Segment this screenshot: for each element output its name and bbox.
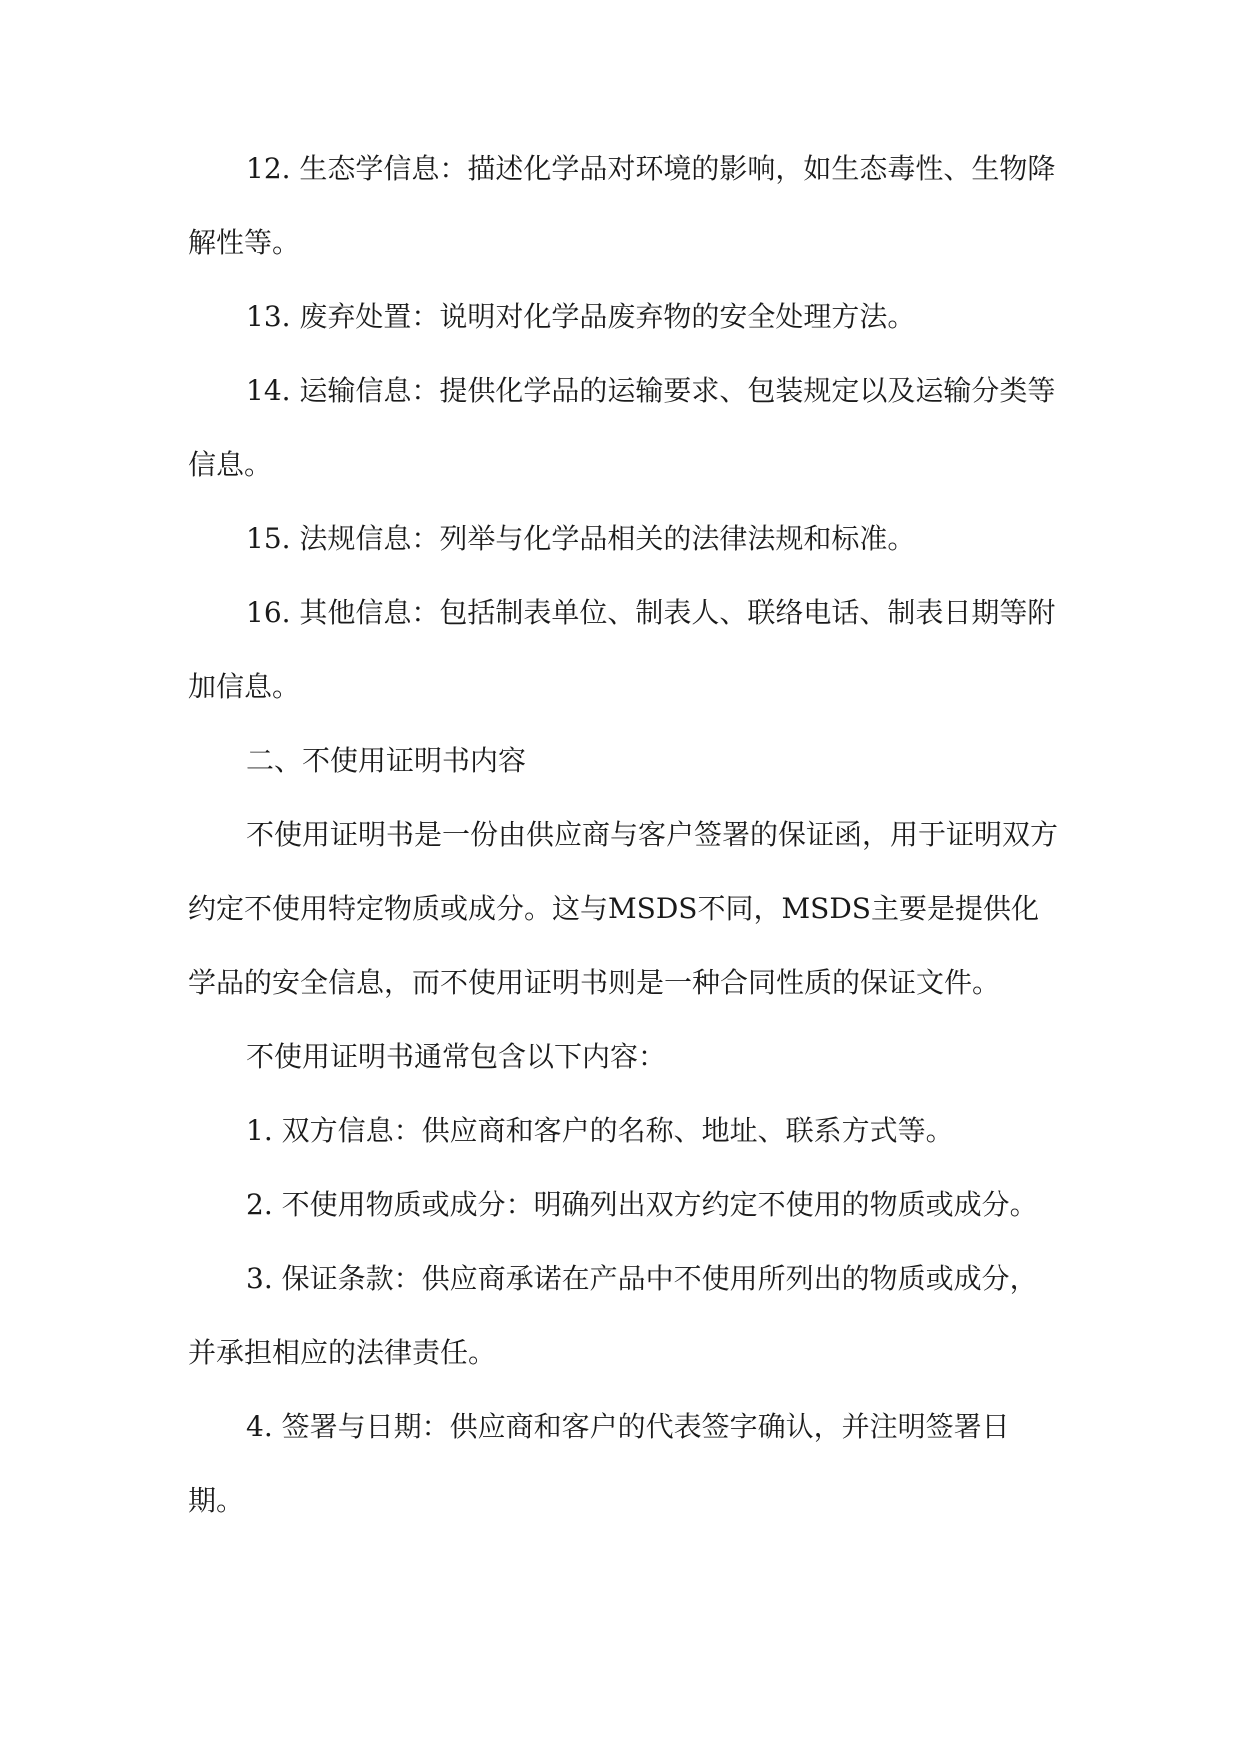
document-body xyxy=(188,132,1058,1538)
paragraph-contents-intro: 不使用证明书通常包含以下内容： xyxy=(246,1040,667,1073)
section-heading: 二、不使用证明书内容 xyxy=(246,744,527,777)
paragraph-other-info: 16. 其他信息：包括制表单位、制表人、联络电话、制表日期等附加信息。 xyxy=(188,596,1056,703)
list-item-guarantee-terms: 3. 保证条款：供应商承诺在产品中不使用所列出的物质或成分，并承担相应的法律责任。 xyxy=(188,1262,1038,1369)
paragraph-regulatory-info: 15. 法规信息：列举与化学品相关的法律法规和标准。 xyxy=(246,522,916,555)
list-item-prohibited-substances: 2. 不使用物质或成分：明确列出双方约定不使用的物质或成分。 xyxy=(246,1188,1038,1221)
paragraph-certificate-definition: 不使用证明书是一份由供应商与客户签署的保证函，用于证明双方约定不使用特定物质或成分。这与MSDS不同，MSDS主要是提供化学品的安全信息，而不使用证明书则是一种合同性质的保证文件。 xyxy=(188,818,1059,999)
paragraph-ecology-info: 12. 生态学信息：描述化学品对环境的影响，如生态毒性、生物降解性等。 xyxy=(188,152,1056,259)
paragraph-transport-info: 14. 运输信息：提供化学品的运输要求、包装规定以及运输分类等信息。 xyxy=(188,374,1056,481)
list-item-party-info: 1. 双方信息：供应商和客户的名称、地址、联系方式等。 xyxy=(246,1114,954,1147)
list-item-signature-date: 4. 签署与日期：供应商和客户的代表签字确认，并注明签署日期。 xyxy=(188,1410,1010,1517)
paragraph-disposal: 13. 废弃处置：说明对化学品废弃物的安全处理方法。 xyxy=(246,300,916,333)
